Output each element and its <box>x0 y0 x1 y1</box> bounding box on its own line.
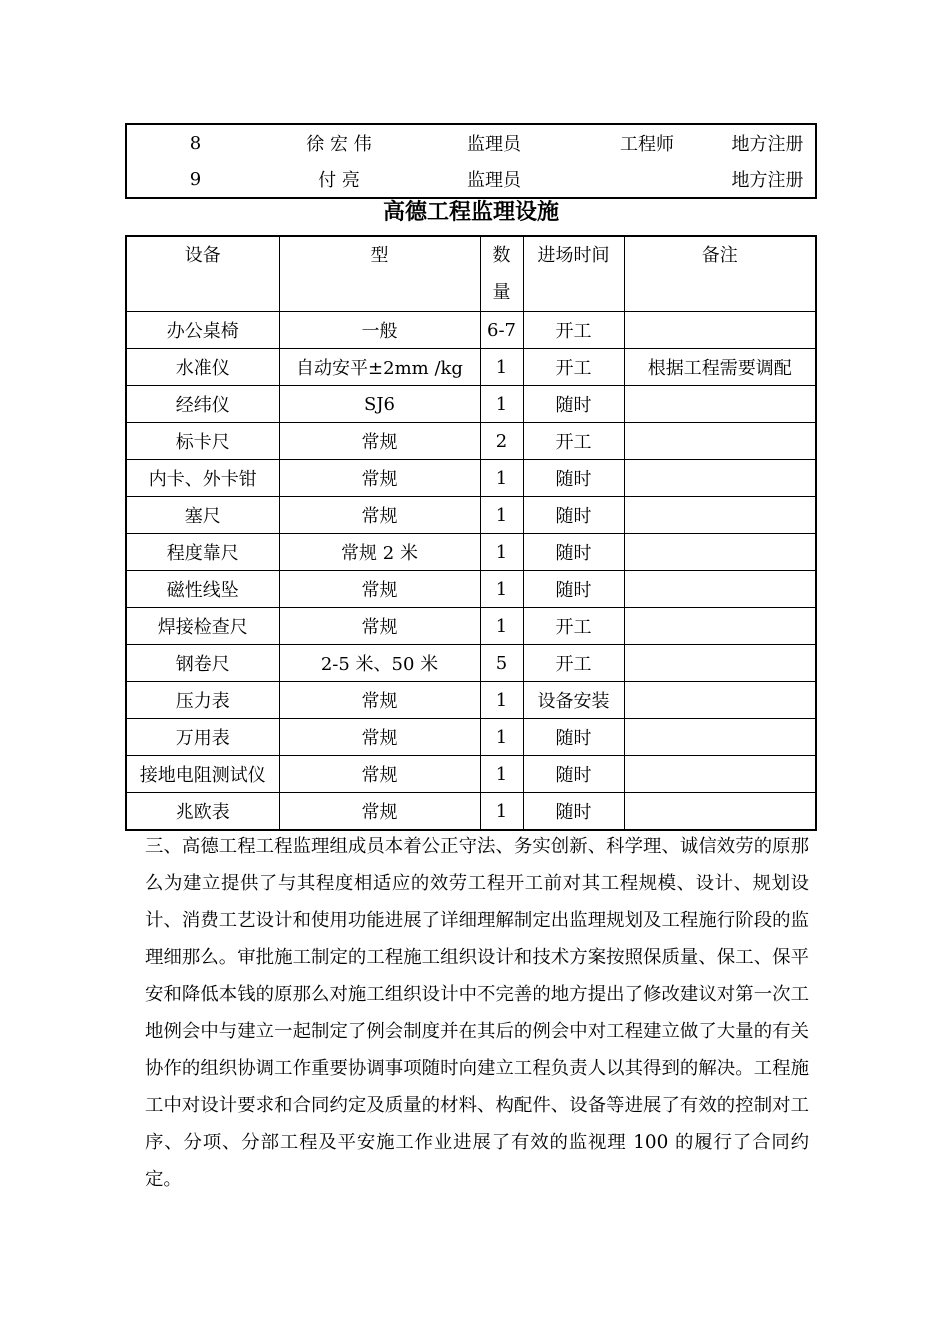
cell-entry-time: 随时 <box>523 497 624 534</box>
cell-entry-time: 随时 <box>523 793 624 831</box>
cell-equipment: 标卡尺 <box>126 423 279 460</box>
cell-remark: 根据工程需要调配 <box>624 349 816 386</box>
header-model: 型 <box>279 236 480 312</box>
header-remark: 备注 <box>624 236 816 312</box>
staff-row <box>126 161 816 198</box>
cell-remark <box>624 534 816 571</box>
table-row <box>126 793 816 831</box>
cell-model: 常规 <box>279 608 480 645</box>
cell-entry-time: 随时 <box>523 386 624 423</box>
header-entry-time: 进场时间 <box>523 236 624 312</box>
cell-model: 一般 <box>279 312 480 349</box>
cell-equipment: 塞尺 <box>126 497 279 534</box>
cell-equipment: 钢卷尺 <box>126 645 279 682</box>
cell-quantity: 1 <box>480 571 523 608</box>
cell-quantity: 1 <box>480 349 523 386</box>
cell-quantity: 1 <box>480 682 523 719</box>
cell-model: 常规 <box>279 571 480 608</box>
cell-remark <box>624 608 816 645</box>
cell-quantity: 1 <box>480 534 523 571</box>
cell-equipment: 水准仪 <box>126 349 279 386</box>
cell-entry-time: 开工 <box>523 645 624 682</box>
cell-model: 常规 <box>279 682 480 719</box>
table-row <box>126 534 816 571</box>
cell-equipment: 内卡、外卡钳 <box>126 460 279 497</box>
cell-quantity: 1 <box>480 756 523 793</box>
cell-model: 常规 <box>279 497 480 534</box>
cell-quantity: 1 <box>480 386 523 423</box>
cell-equipment: 办公桌椅 <box>126 312 279 349</box>
cell-model: 自动安平±2mm /kg <box>279 349 480 386</box>
table-row <box>126 682 816 719</box>
table-row <box>126 386 816 423</box>
cell-entry-time: 设备安装 <box>523 682 624 719</box>
cell-model: 常规 <box>279 423 480 460</box>
staff-number: 8 <box>189 132 202 154</box>
cell-entry-time: 随时 <box>523 756 624 793</box>
cell-remark <box>624 793 816 831</box>
cell-equipment: 接地电阻测试仪 <box>126 756 279 793</box>
cell-model: 常规 <box>279 460 480 497</box>
cell-quantity: 1 <box>480 608 523 645</box>
cell-equipment: 压力表 <box>126 682 279 719</box>
cell-remark <box>624 571 816 608</box>
staff-title: 工程师 <box>620 134 674 155</box>
cell-remark <box>624 682 816 719</box>
table-row <box>126 497 816 534</box>
cell-model: 常规 <box>279 793 480 831</box>
cell-equipment: 经纬仪 <box>126 386 279 423</box>
table-row <box>126 571 816 608</box>
staff-table <box>125 123 817 199</box>
cell-equipment: 程度靠尺 <box>126 534 279 571</box>
table-row <box>126 645 816 682</box>
cell-remark <box>624 645 816 682</box>
cell-model: SJ6 <box>279 386 480 423</box>
staff-name: 付 亮 <box>318 170 360 191</box>
cell-quantity: 1 <box>480 460 523 497</box>
summary-paragraph: 三、高德工程工程监理组成员本着公正守法、务实创新、科学理、诚信效劳的原那么为建立提供了与其程度相适应的效劳工程开工前对其工程规模、设计、规划设计、消费工艺设计和使用功能进展了详细理解制定出监理规划及工程施行阶段的监理细那么。审批施工制定的工程施工组织设计和技术方案按照保质量、保工、保平安和降低本钱的原那么对施工组织设计中不完善的地方提出了修改建议对第一次工地例会中与建立一起制定了例会制度并在其后的例会中对工程建立做了大量的有关协作的组织协调工作重要协调事项随时向建立工程负责人以其得到的解决。工程施工中对设计要求和合同约定及质量的材料、构配件、设备等进展了有效的控制对工序、分项、分部工程及平安施工作业进展了有效的监视理 100 的履行了合同约定。 <box>145 836 809 1190</box>
cell-remark <box>624 756 816 793</box>
cell-equipment: 磁性线坠 <box>126 571 279 608</box>
table-row <box>126 719 816 756</box>
cell-equipment: 兆欧表 <box>126 793 279 831</box>
staff-role: 监理员 <box>467 134 521 155</box>
cell-model: 2-5 米、50 米 <box>279 645 480 682</box>
cell-remark <box>624 460 816 497</box>
cell-quantity: 1 <box>480 719 523 756</box>
staff-name: 徐 宏 伟 <box>306 134 372 155</box>
cell-entry-time: 开工 <box>523 423 624 460</box>
table-row <box>126 608 816 645</box>
staff-role: 监理员 <box>467 170 521 191</box>
cell-remark <box>624 497 816 534</box>
staff-registration: 地方注册 <box>731 134 804 155</box>
staff-row <box>126 124 816 161</box>
cell-quantity: 2 <box>480 423 523 460</box>
staff-registration: 地方注册 <box>731 170 804 191</box>
cell-remark <box>624 423 816 460</box>
cell-remark <box>624 312 816 349</box>
table-row <box>126 460 816 497</box>
cell-quantity: 1 <box>480 793 523 831</box>
cell-remark <box>624 719 816 756</box>
cell-equipment: 万用表 <box>126 719 279 756</box>
cell-quantity: 5 <box>480 645 523 682</box>
cell-model: 常规 2 米 <box>279 534 480 571</box>
cell-entry-time: 开工 <box>523 608 624 645</box>
cell-entry-time: 随时 <box>523 460 624 497</box>
cell-model: 常规 <box>279 756 480 793</box>
table-row <box>126 756 816 793</box>
cell-entry-time: 开工 <box>523 349 624 386</box>
table-row <box>126 423 816 460</box>
cell-entry-time: 随时 <box>523 534 624 571</box>
cell-equipment: 焊接检查尺 <box>126 608 279 645</box>
cell-quantity: 6-7 <box>480 312 523 349</box>
facilities-title: 高德工程监理设施 <box>382 199 559 225</box>
header-equipment: 设备 <box>126 236 279 312</box>
cell-quantity: 1 <box>480 497 523 534</box>
cell-entry-time: 随时 <box>523 719 624 756</box>
header-quantity-label: 数量 <box>492 245 511 303</box>
cell-entry-time: 开工 <box>523 312 624 349</box>
equipment-table <box>125 235 817 831</box>
table-row <box>126 349 816 386</box>
table-header-row <box>126 236 816 312</box>
staff-number: 9 <box>189 168 202 190</box>
cell-model: 常规 <box>279 719 480 756</box>
cell-remark <box>624 386 816 423</box>
header-quantity <box>480 236 523 312</box>
staff-title <box>574 161 720 198</box>
cell-entry-time: 随时 <box>523 571 624 608</box>
table-row <box>126 312 816 349</box>
